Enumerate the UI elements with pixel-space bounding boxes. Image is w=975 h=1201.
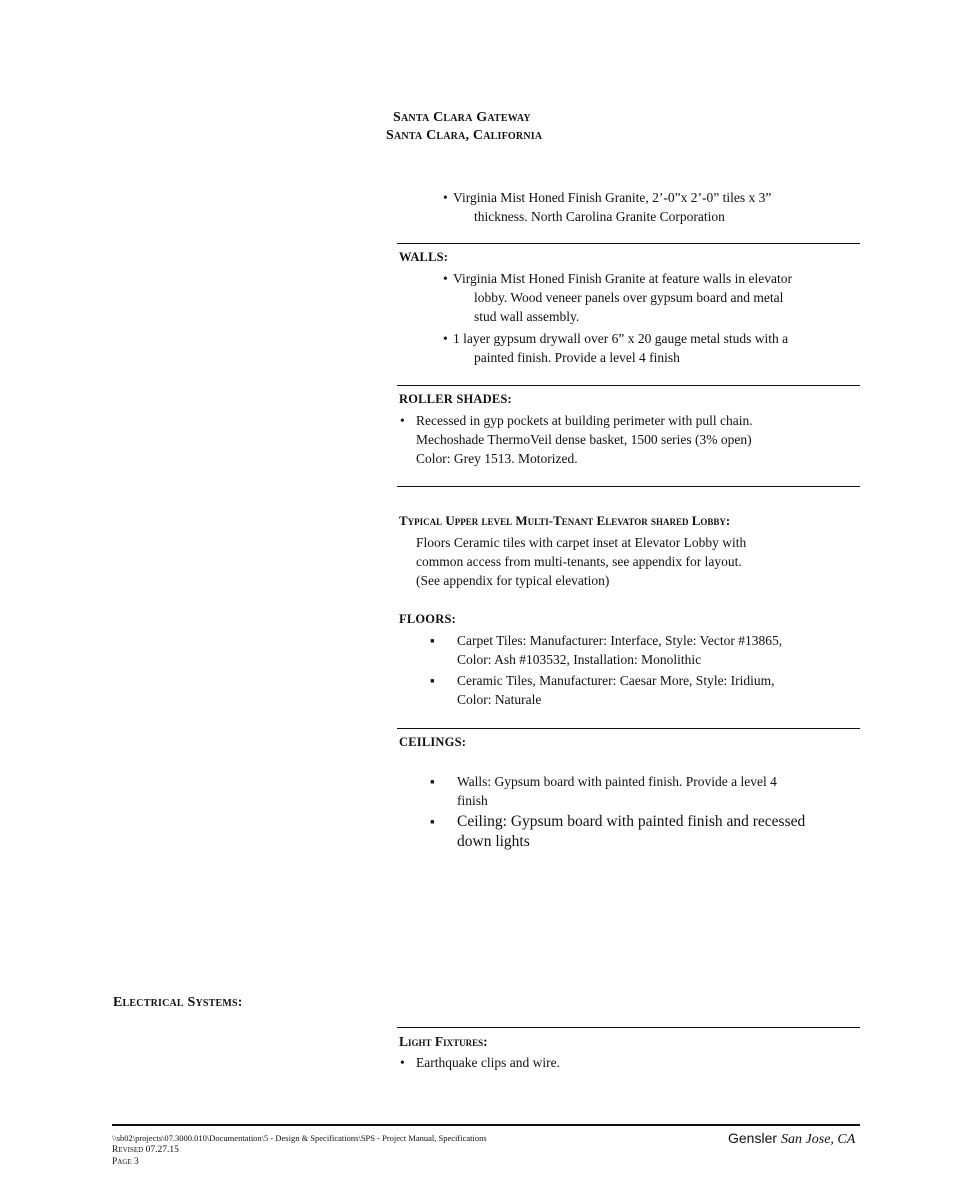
footer-page: Page 3 <box>112 1157 139 1167</box>
lobby-line-1: Floors Ceramic tiles with carpet inset at Elevator Lobby with <box>416 535 747 550</box>
divider <box>397 486 860 487</box>
light-fixtures-heading: Light Fixtures: <box>399 1034 488 1049</box>
divider <box>397 243 860 244</box>
divider <box>397 1027 860 1028</box>
square-bullet-icon: ▪ <box>430 774 435 789</box>
granite-bullet: • Virginia Mist Honed Finish Granite, 2’-0”x 2’-0” tiles x 3” thickness. North Carolina Granite Corporation <box>443 190 772 224</box>
footer-file-path: \\sb02\projects\07.3000.010\Documentation\5 - Design & Specifications\SPS - Project Manual, Specifications <box>112 1133 487 1143</box>
firm-name: Gensler <box>728 1130 778 1146</box>
bullet-dot-icon: • <box>443 271 448 286</box>
bullet-dot-icon: • <box>400 1055 405 1070</box>
roller-shades-heading: ROLLER SHADES: <box>399 392 512 406</box>
bullet-dot-icon: • <box>400 413 405 428</box>
divider <box>397 385 860 386</box>
project-title: Santa Clara Gateway <box>393 110 531 125</box>
floors-item-1: ▪ Carpet Tiles: Manufacturer: Interface, Style: Vector #13865, Color: Ash #103532, Installation: Monolithic <box>430 633 783 667</box>
lobby-heading: Typical Upper level Multi-Tenant Elevator shared Lobby: <box>399 513 731 528</box>
bullet-dot-icon: • <box>443 190 448 205</box>
walls-item-1: • Virginia Mist Honed Finish Granite at feature walls in elevator lobby. Wood veneer panels over gypsum board and metal stud wall assembly. <box>443 271 792 324</box>
footer-firm <box>728 1130 855 1148</box>
ceilings-item-2: ▪ Ceiling: Gypsum board with painted finish and recessed down lights <box>430 813 806 850</box>
floors-item-2: ▪ Ceramic Tiles, Manufacturer: Caesar More, Style: Iridium, Color: Naturale <box>430 673 775 707</box>
square-bullet-icon: ▪ <box>430 673 435 688</box>
firm-location: San Jose, CA <box>781 1132 856 1147</box>
light-fixtures-item: • Earthquake clips and wire. <box>400 1055 560 1070</box>
lobby-line-3: (See appendix for typical elevation) <box>416 573 610 588</box>
project-location: Santa Clara, California <box>386 128 543 143</box>
electrical-heading: Electrical Systems: <box>113 995 243 1010</box>
walls-item-2: • 1 layer gypsum drywall over 6” x 20 gauge metal studs with a painted finish. Provide a level 4 finish <box>443 331 789 365</box>
bullet-dot-icon: • <box>443 331 448 346</box>
divider <box>397 728 860 729</box>
ceilings-heading: CEILINGS: <box>399 735 467 749</box>
square-bullet-icon: ▪ <box>430 814 435 829</box>
floors-heading: FLOORS: <box>399 612 456 626</box>
footer-rule <box>112 1124 860 1126</box>
ceilings-item-1: ▪ Walls: Gypsum board with painted finish. Provide a level 4 finish <box>430 774 777 808</box>
roller-shades-item: • Recessed in gyp pockets at building perimeter with pull chain. Mechoshade ThermoVeil dense basket, 1500 series (3% open) Color: Grey 1513. Motorized. <box>400 413 753 466</box>
footer-revised: Revised 07.27.15 <box>112 1145 179 1155</box>
lobby-line-2: common access from multi-tenants, see appendix for layout. <box>416 554 742 569</box>
square-bullet-icon: ▪ <box>430 633 435 648</box>
walls-heading: WALLS: <box>399 250 449 264</box>
